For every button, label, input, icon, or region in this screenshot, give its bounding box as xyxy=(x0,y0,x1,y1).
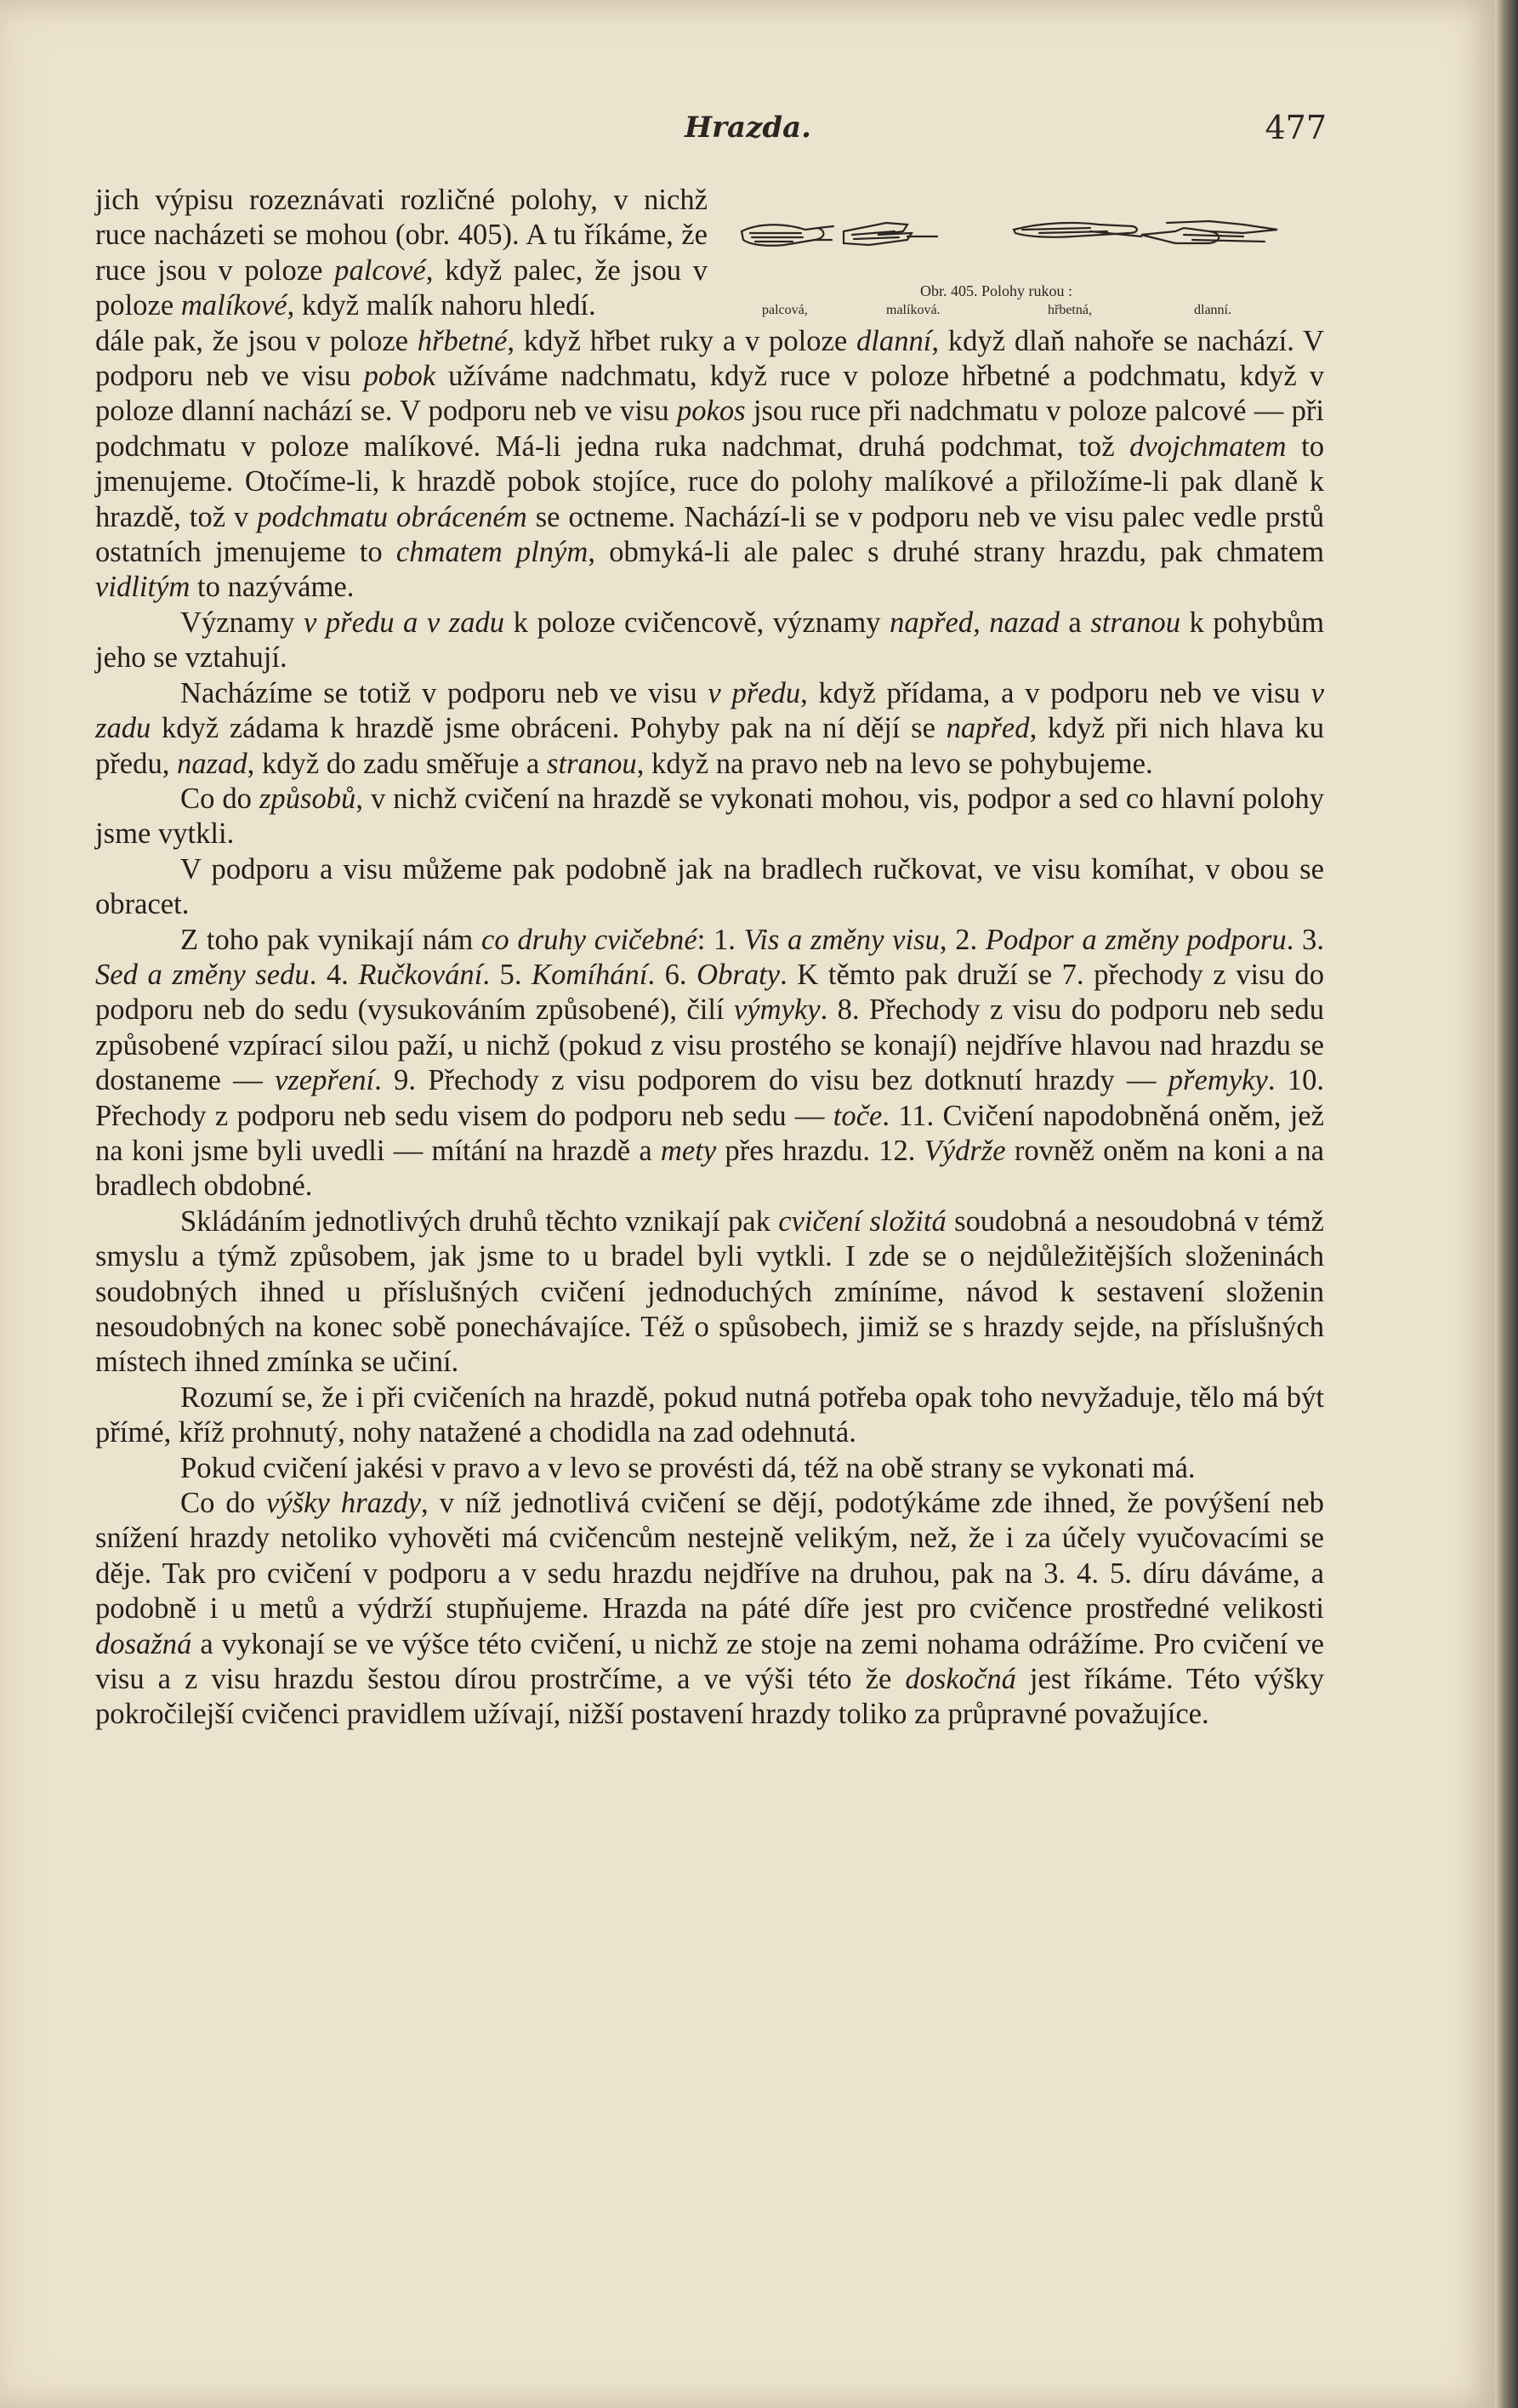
italic-term: Vis a změny visu xyxy=(743,923,940,956)
text-run: Rozumí se, že i při cvičeních na hrazdě, pokud nutná potřeba opak toho nevyžaduje, tělo má být přímé, kříž prohnutý, nohy natažené a chodidla na zad odehnutá. xyxy=(95,1380,1324,1449)
italic-term: mety xyxy=(660,1134,717,1167)
italic-term: v zadu xyxy=(95,676,1324,745)
text-run: , když do zadu směřuje a xyxy=(247,747,548,780)
italic-term: stranou xyxy=(1090,606,1180,639)
page-number: 477 xyxy=(1265,109,1327,146)
text-run: Co do xyxy=(180,782,259,815)
paragraph xyxy=(95,852,1324,923)
running-head: Hrazda. xyxy=(685,111,812,145)
italic-term: podchmatu obráceném xyxy=(257,500,527,533)
italic-term: palcové xyxy=(334,253,426,287)
italic-term: co druhy cvičebné xyxy=(481,923,697,956)
text-run: přes hrazdu. 12. xyxy=(716,1134,924,1167)
italic-term: Obraty xyxy=(696,958,781,991)
text-run: k poloze cvičencově, významy xyxy=(504,606,890,639)
text-run: to nazýváme. xyxy=(190,571,355,604)
text-run: V podporu a visu můžeme pak podobně jak na bradlech ručkovat, ve visu komíhat, v obou se obracet. xyxy=(95,852,1324,921)
italic-term: napřed, nazad xyxy=(890,606,1060,639)
text-run: . 4. xyxy=(309,958,359,991)
text-run: : 1. xyxy=(696,923,744,956)
text-run: dále pak, že jsou v poloze xyxy=(95,324,418,357)
text-run: a xyxy=(1059,606,1091,639)
figure-label-malikova: malíková. xyxy=(886,303,941,317)
text-run: užíváme nadchmatu, když ruce v poloze hřbetné a podchmatu, když v poloze dlanní nachází se. V podporu neb ve visu xyxy=(95,360,1324,428)
paragraph xyxy=(95,183,708,324)
text-run: Významy xyxy=(180,606,304,639)
figure-label-hrbetna: hřbetná, xyxy=(1048,303,1092,317)
italic-term: výšky hrazdy xyxy=(266,1487,422,1520)
italic-term: hřbetné xyxy=(417,324,508,357)
text-run: Pokud cvičení jakési v pravo a v levo se provésti dá, též na obě strany se vykonati má. xyxy=(180,1451,1196,1484)
text-run: . 9. Přechody z visu podporem do visu bez dotknutí hrazdy — xyxy=(374,1064,1168,1097)
italic-term: pokos xyxy=(676,395,746,428)
italic-term: nazad xyxy=(177,747,247,780)
text-run: Co do xyxy=(180,1487,267,1520)
paragraph xyxy=(95,676,1324,782)
text-run: , v níž jednotlivá cvičení se dějí, podotýkáme zde ihned, že povýšení neb snížení hrazdy netoliko vyhověti má cvičencům nestejně velikým, než, že i za účely vyučovacími se děje. Tak pro cvičení v podporu a v sedu hrazdu nejdříve na druhou, pak na 3. 4. 5. díru dáváme, a podobně i u metů a výdrží stupňujeme. Hrazda na páté díře jest pro cvičence prostředné velikosti xyxy=(95,1487,1324,1625)
italic-term: doskočná xyxy=(905,1663,1016,1696)
text-run: . 8. Přechody z visu do podporu neb sedu způsobené vzpírací silou paží, u nichž (pokud z visu prostého se konají) nejdříve hlavou nad hrazdu se dostaneme — xyxy=(95,993,1324,1097)
italic-term: vzepření xyxy=(274,1064,375,1097)
text-run: , když palec, že jsou v poloze xyxy=(95,253,708,322)
italic-term: přemyky xyxy=(1168,1064,1268,1097)
text-run: , v nichž cvičení na hrazdě se vykonati mohou, vis, podpor a sed co hlavní polohy jsme vytkli. xyxy=(95,782,1324,851)
italic-term: způsobů xyxy=(259,782,356,815)
italic-term: Podpor a změny podporu xyxy=(985,923,1287,956)
text-run: rovněž oněm na koni a na bradlech obdobné. xyxy=(95,1134,1324,1203)
text-run: když zádama k hrazdě jsme obráceni. Pohyby pak na ní dějí se xyxy=(151,712,947,745)
text-run: , když na pravo neb na levo se pohybujeme. xyxy=(636,747,1153,780)
paragraph xyxy=(95,324,1324,606)
text-run: jsou ruce při nadchmatu v poloze palcové — při podchmatu v poloze malíkové. Má-li jedna ruka nadchmat, druhá podchmat, tož xyxy=(95,395,1324,463)
text-run: Skládáním jednotlivých druhů těchto vznikají pak xyxy=(180,1204,779,1238)
figure-label-palcova: palcová, xyxy=(762,303,808,317)
text-run: , když hřbet ruky a v poloze xyxy=(507,324,857,357)
text-run: . 10. Přechody z podporu neb sedu visem do podporu neb sedu — xyxy=(95,1064,1325,1132)
italic-term: Výdrže xyxy=(924,1134,1006,1167)
figure-caption: Obr. 405. Polohy rukou : xyxy=(920,282,1073,299)
paragraph xyxy=(95,1486,1324,1733)
text-run: , když dlaň nahoře se nachází. V podporu neb ve visu xyxy=(95,324,1324,393)
text-run: , když přídama, a v podporu neb ve visu xyxy=(800,676,1311,709)
italic-term: dvojchmatem xyxy=(1129,430,1287,463)
text-run: . 6. xyxy=(647,958,697,991)
italic-term: chmatem plným xyxy=(395,536,588,569)
paragraph xyxy=(95,606,1324,676)
text-run: se octneme. Nachází-li se v podporu neb ve visu palec vedle prstů ostatních jmenujeme to xyxy=(95,500,1324,569)
text-run: jest říkáme. Této výšky pokročilejší cvičenci pravidlem užívají, nižší postavení hrazdy toliko za průpravné považujíce. xyxy=(95,1663,1324,1731)
italic-term: stranou xyxy=(547,747,637,780)
figure-label-dlanni: dlanní. xyxy=(1194,303,1231,317)
page-edge xyxy=(1495,0,1518,2408)
paragraph xyxy=(95,782,1324,852)
text-run: , když při nich hlava ku předu, xyxy=(95,712,1325,780)
text-run: . 3. xyxy=(1286,923,1324,956)
text-run: , když malík nahoru hledí. xyxy=(287,289,596,322)
text-run: . 5. xyxy=(482,958,532,991)
italic-term: malíkové xyxy=(180,289,287,322)
italic-term: Komíhání xyxy=(532,958,648,991)
italic-term: dlanní xyxy=(856,324,932,357)
text-run: Nacházíme se totiž v podporu neb ve visu xyxy=(180,676,708,709)
text-run: jich výpisu rozeznávati rozličné polohy, v nichž ruce nacházeti se mohou (obr. 405). A tu říkáme, že ruce jsou v poloze xyxy=(95,184,708,287)
italic-term: Ručkování xyxy=(358,958,483,991)
paragraph xyxy=(95,1204,1324,1380)
text-run: soudobná a nesoudobná v témž smyslu a týmž způsobem, jak jsme to u bradel byli vytkli. I zde se o nejdůležitějších složeninách soudobných ihned u příslušných cvičení jednoduchých zmíníme, návod k sestavení složenin nesoudobných na konec sobě ponechávajíce. Též o spůsobech, jimiž se s hrazdy sejde, na příslušných místech ihned zmínka se učiní. xyxy=(95,1204,1324,1379)
text-run: , obmyká-li ale palec s druhé strany hrazdu, pak chmatem xyxy=(588,536,1324,569)
italic-term: Sed a změny sedu xyxy=(95,958,310,991)
italic-term: toče xyxy=(833,1099,883,1132)
text-run: . 11. Cvičení napodobněná oněm, jež na koni jsme byli uvedli — mítání na hrazdě a xyxy=(95,1099,1324,1167)
text-run: a vykonají se ve výšce této cvičení, u nichž ze stoje na zemi nohama odrážíme. Pro cvičení ve visu a z visu hrazdu šestou dírou prostrčíme, a ve výši této že xyxy=(95,1627,1324,1696)
italic-term: výmyky xyxy=(733,993,821,1027)
text-run: to jmenujeme. Otočíme-li, k hrazdě pobok stojíce, ruce do polohy malíkové a přiložíme-li pak dlaně k hrazdě, tož v xyxy=(95,430,1324,533)
text-run: , 2. xyxy=(939,923,986,956)
italic-term: vidlitým xyxy=(95,571,190,604)
italic-term: v předu a v zadu xyxy=(303,606,505,639)
italic-term: dosažná xyxy=(95,1627,192,1660)
text-run: k pohybům jeho se vztahují. xyxy=(95,606,1324,675)
paragraph xyxy=(95,923,1324,1204)
italic-term: v předu xyxy=(708,676,801,709)
italic-term: napřed xyxy=(946,712,1030,745)
text-run: Z toho pak vynikají nám xyxy=(180,923,481,956)
text-run: . K těmto pak druží se 7. přechody z visu do podporu neb do sedu (vysukováním způsobené), čilí xyxy=(95,958,1324,1027)
italic-term: cvičení složitá xyxy=(778,1204,947,1238)
italic-term: pobok xyxy=(363,360,436,393)
paragraph xyxy=(95,1451,1324,1486)
paragraph xyxy=(95,1380,1324,1451)
body-text xyxy=(95,183,1324,1733)
